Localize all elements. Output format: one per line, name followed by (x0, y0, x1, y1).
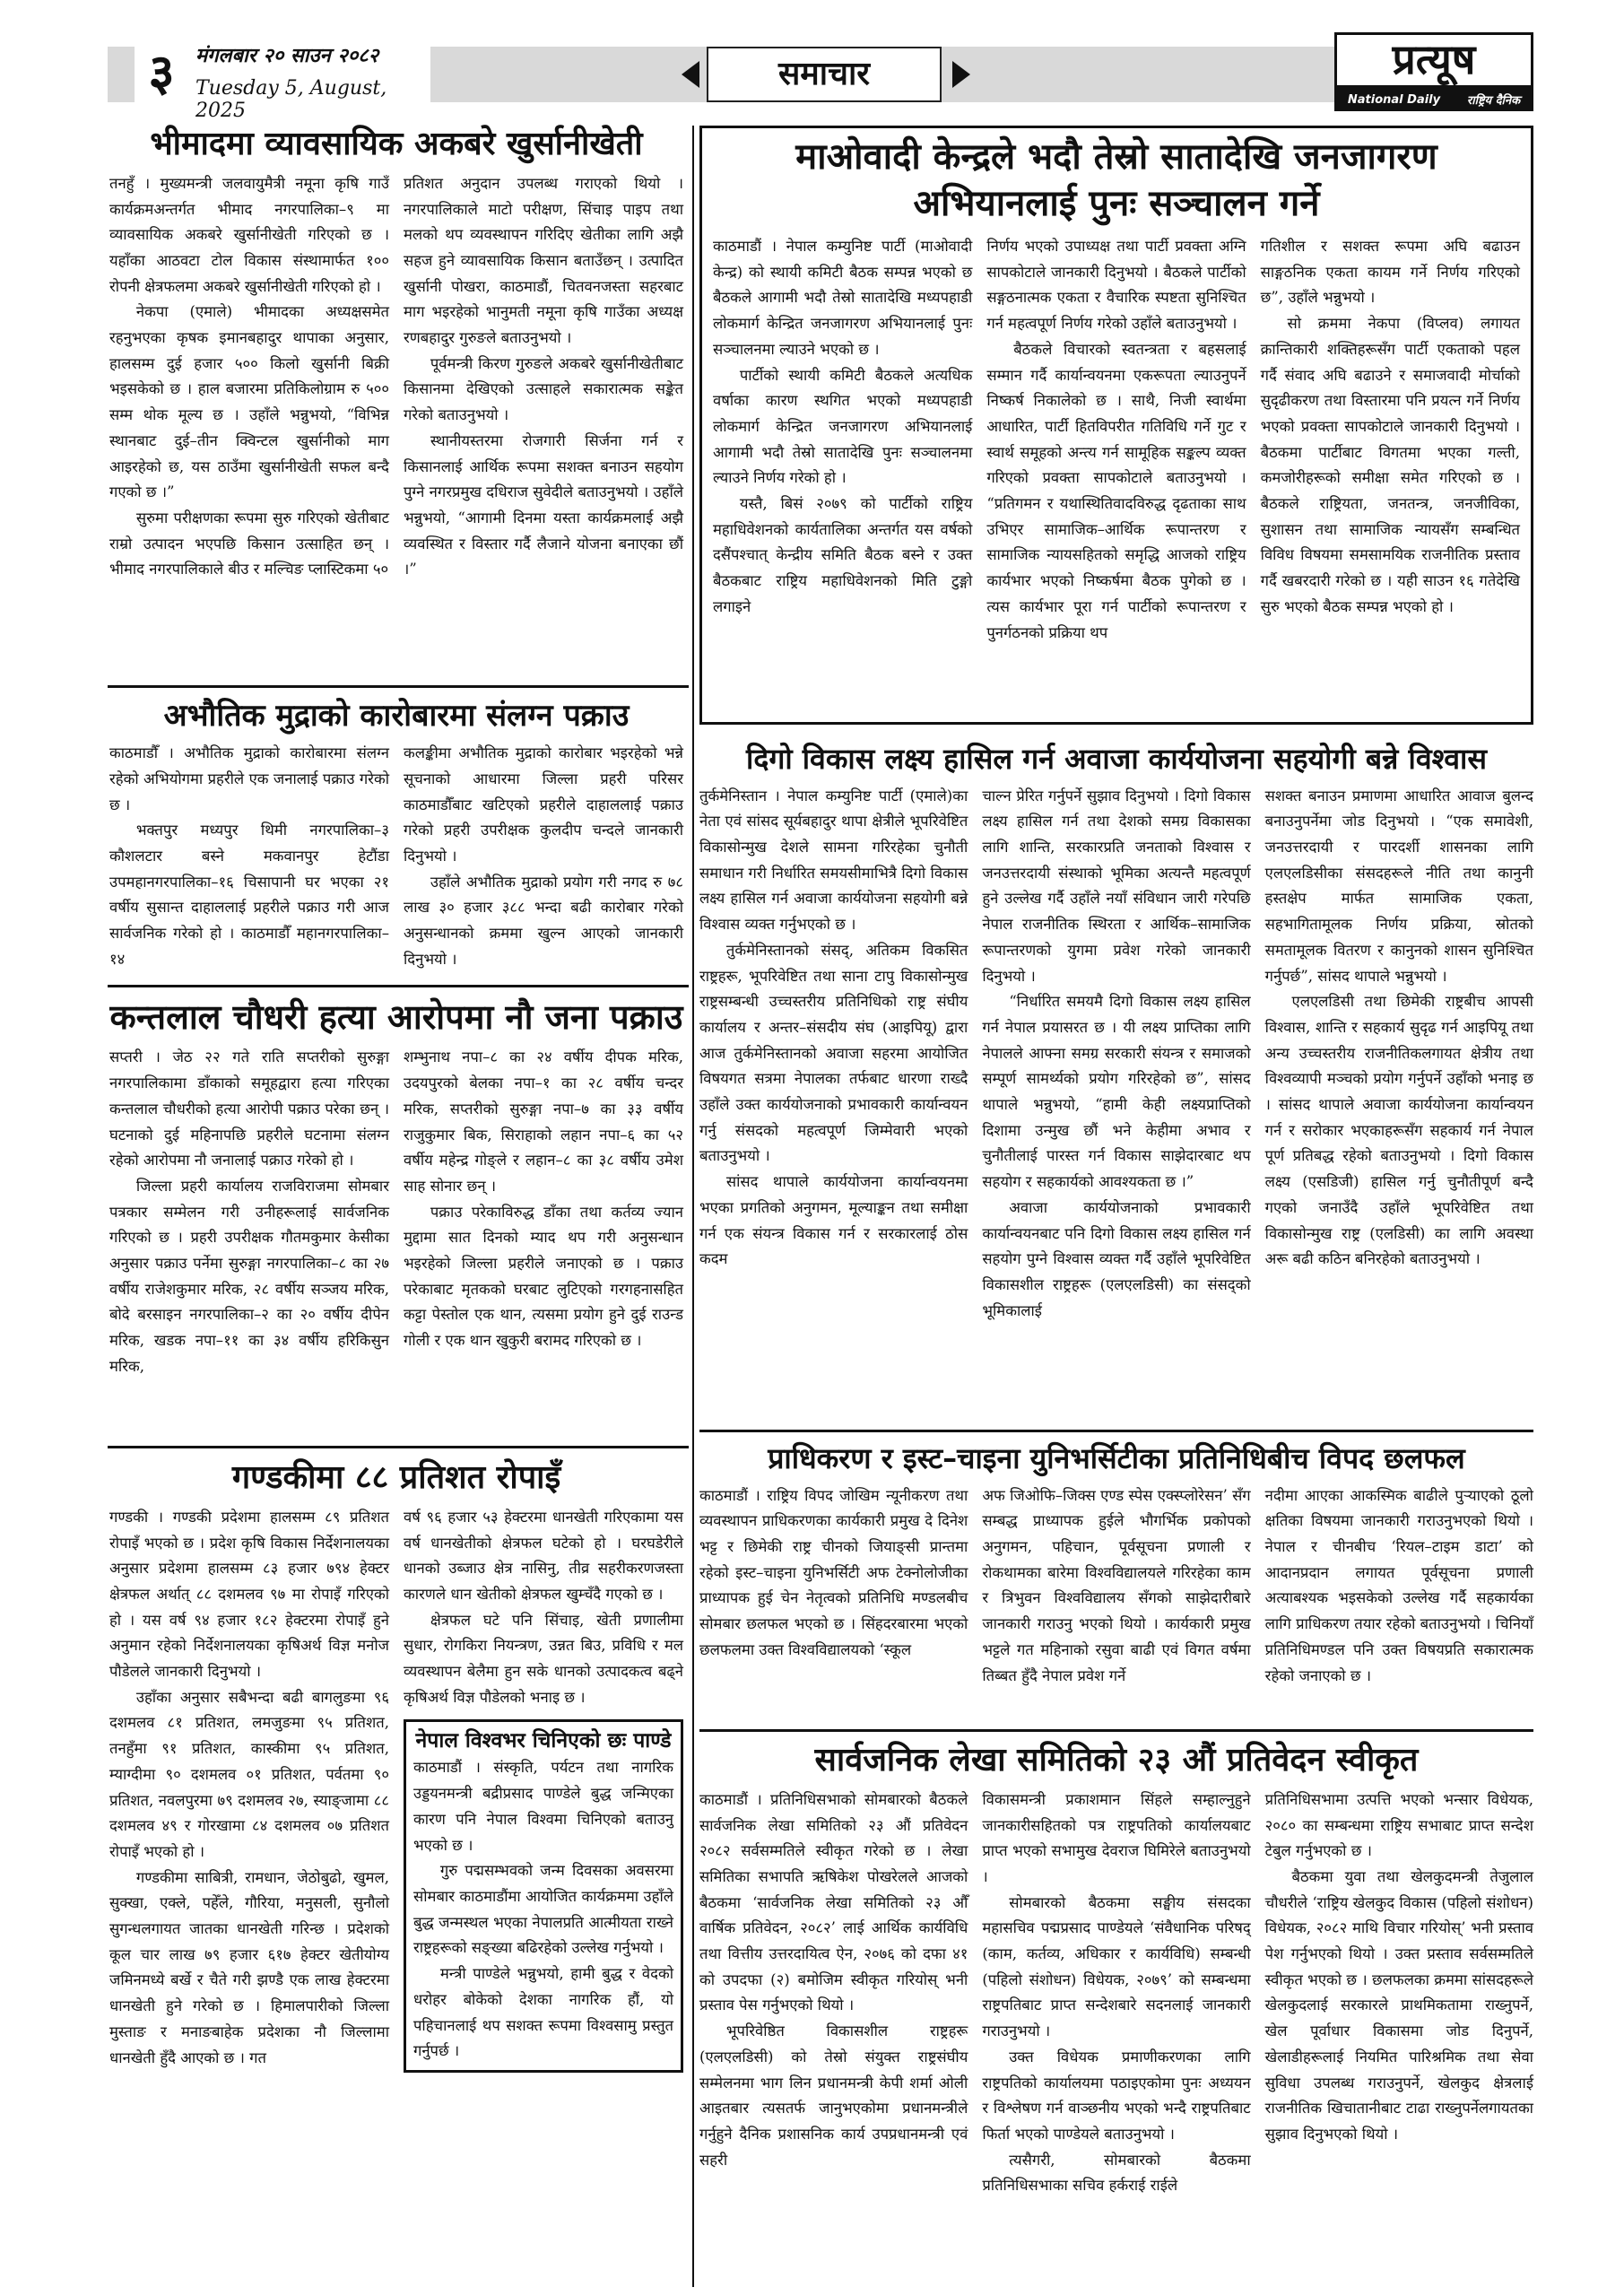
paragraph: क्षेत्रफल घटे पनि सिंचाइ, खेती प्रणालीमा सुधार, रोगकिरा नियन्त्रण, उन्नत बिउ, प्रविधि र मल व्यवस्थापन बेलैमा हुन सके धानको उत्पादकत्व बढ्ने कृषिअर्थ विज्ञ पौडेलको भनाइ छ । (404, 1611, 683, 1706)
paragraph: निर्णय भएको उपाध्यक्ष तथा पार्टी प्रवक्ता अग्नि सापकोटाले जानकारी दिनुभयो । बैठकले पार्टीको सङ्गठनात्मक एकता र वैचारिक स्पष्टता सुनिश्चित गर्न महत्वपूर्ण निर्णय गरेको उहाँले बताउनुभयो । (986, 238, 1246, 333)
article-gandaki (109, 1457, 683, 2073)
article-maoist (699, 126, 1533, 725)
article-body (699, 1483, 1533, 1690)
paragraph: काठमाडौँ । अभौतिक मुद्राको कारोबारमा संलग्न रहेको अभियोगमा प्रहरीले एक जनालाई पक्राउ गरेको छ । (109, 744, 389, 813)
page-header (108, 30, 1533, 122)
paragraph: मन्त्री पाण्डेले भन्नुभयो, हामी बुद्ध र वेदको धरोहर बोकेको देशका नागरिक हौं, यो पहिचानलाई थप सशक्त रूपमा विश्वसामु प्रस्तुत गर्नुपर्छ । (413, 1965, 673, 2060)
column-2 (404, 1505, 683, 2073)
page-number: ३ (135, 38, 188, 109)
column-2 (986, 234, 1246, 646)
masthead-sub-right: राष्ट्रिय दैनिक (1466, 94, 1521, 108)
article-pac (699, 1740, 1533, 2199)
paragraph: गण्डकी । गण्डकी प्रदेशमा हालसम्म ८९ प्रतिशत रोपाइँ भएको छ । प्रदेश कृषि विकास निर्देशनालयका अनुसार प्रदेशमा हालसम्म ८३ हजार ७९४ हेक्टर क्षेत्रफल अर्थात् ८८ दशमलव ९७ मा रोपाइँ गरिएको हो । यस वर्ष ९४ हजार १८२ हेक्टरमा रोपाइँ हुने अनुमान रहेको निर्देशनालयका कृषिअर्थ विज्ञ मनोज पौडेलले जानकारी दिनुभयो । (109, 1508, 389, 1681)
paragraph: पक्राउ परेकाविरुद्ध डाँका तथा कर्तव्य ज्यान मुद्दामा सात दिनको म्याद थप गरी अनुसन्धान भइरहेको जिल्ला प्रहरीले जनाएको छ । पक्राउ परेकाबाट मृतकको घरबाट लुटिएको गरगहनासहित कट्टा पेस्तोल एक थान, त्यसमा प्रयोग हुने दुई राउन्ड गोली र एक थान खुकुरी बरामद गरिएको छ । (404, 1203, 683, 1350)
article-pandey (404, 1719, 683, 2072)
masthead-sub-left: National Daily (1347, 92, 1441, 107)
column-3 (1265, 784, 1533, 1325)
column-1 (699, 1787, 968, 2199)
masthead-logo (1334, 32, 1533, 115)
divider (699, 1729, 1533, 1732)
paragraph: सो क्रममा नेकपा (विप्लव) लगायत क्रान्तिकारी शक्तिहरूसँग पार्टी एकताको पहल गर्दै संवाद अघि बढाउने र समाजवादी मोर्चाको सुदृढीकरण तथा विस्तारमा पनि प्रयत्न गर्ने निर्णय भएको प्रवक्ता सापकोटाले जानकारी दिनुभयो । बैठकमा पार्टीबाट विगतमा भएका गल्ती, कमजोरीहरूको समीक्षा समेत गरिएको छ । बैठकले राष्ट्रियता, जनतन्त्र, जनजीविका, सुशासन तथा सामाजिक न्यायसँग सम्बन्धित विविध विषयमा समसामयिक राजनीतिक प्रस्ताव गर्दै खबरदारी गरेको छ । यही साउन १६ गतेदेखि सुरु भएको बैठक सम्पन्न भएको हो । (1260, 315, 1520, 615)
headline-pandey: नेपाल विश्वभर चिनिएको छः पाण्डे (415, 1729, 672, 1753)
paragraph: गतिशील र सशक्त रूपमा अघि बढाउन साङ्गठनिक एकता कायम गर्ने निर्णय गरिएको छ”, उहाँले भन्नुभयो । (1260, 238, 1520, 307)
date-box (188, 36, 430, 122)
article-virtual-currency (109, 696, 683, 973)
paragraph: तनहुँ । मुख्यमन्त्री जलवायुमैत्री नमूना कृषि गाउँ कार्यक्रमअन्तर्गत भीमाद नगरपालिका–९ मा व्यावसायिक अकबरे खुर्सानीखेती गरिएको छ । यहाँका आठवटा टोल विकास संस्थामार्फत १०० रोपनी क्षेत्रफलमा अकबरे खुर्सानीखेती गरिएको हो । (109, 174, 389, 295)
pandey-body (413, 1755, 673, 2064)
masthead-title: प्रत्यूष (1334, 32, 1533, 88)
headline-maoist: माओवादी केन्द्रले भदौ तेस्रो सातादेखि जनजागरण अभियानलाई पुनः सञ्चालन गर्ने (795, 136, 1437, 224)
column-1 (109, 171, 389, 583)
divider (108, 985, 689, 987)
paragraph: काठमाडौं । संस्कृति, पर्यटन तथा नागरिक उड्डयनमन्त्री बद्रीप्रसाद पाण्डेले बुद्ध जन्मिएका कारण पनि नेपाल विश्वमा चिनिएको बताउनु भएको छ । (413, 1759, 673, 1854)
paragraph: उक्त विधेयक प्रमाणीकरणका लागि राष्ट्रपतिको कार्यालयमा पठाइएकोमा पुनः अध्ययन र विश्लेषण गर्न वाञ्छनीय भएको भन्दै राष्ट्रपतिबाट फिर्ता भएको पाण्डेयले बताउनुभयो । (982, 2048, 1251, 2143)
article-body (109, 1505, 683, 2073)
article-chili (109, 124, 683, 583)
paragraph: “निर्धारित समयमै दिगो विकास लक्ष्य हासिल गर्न नेपाल प्रयासरत छ । यी लक्ष्य प्राप्तिका लागि नेपालले आफ्ना समग्र सरकारी संयन्त्र र समाजको सम्पूर्ण सामर्थ्यको प्रयोग गरिरहेको छ”, सांसद थापाले भन्नुभयो, “हामी केही लक्ष्यप्राप्तिको दिशामा उन्मुख छौं भने केहीमा अभाव र चुनौतीलाई पारस्त गर्न विकास साझेदारबाट थप सहयोग र सहकार्यको आवश्यकता छ ।” (982, 993, 1251, 1191)
article-kantalal (109, 996, 683, 1380)
column-2 (404, 1045, 683, 1379)
paragraph: नदीमा आएका आकस्मिक बाढीले पुर्‍याएको ठूलो क्षतिका विषयमा जानकारी गराउनुभएको थियो । नेपाल र चीनबीच ‘रियल–टाइम डाटा’ को आदानप्रदान लगायत पूर्वसूचना प्रणाली अत्याबश्यक भइसकेको उल्लेख गर्दै सहकार्यका लागि प्राधिकरण तयार रहेको बताउनुभयो । चिनियाँ प्रतिनिधिमण्डल पनि उक्त विषयप्रति सकारात्मक रहेको जनाएको छ । (1264, 1486, 1533, 1684)
paragraph: कलङ्कीमा अभौतिक मुद्राको कारोबार भइरहेको भन्ने सूचनाको आधारमा जिल्ला प्रहरी परिसर काठमाडौँबाट खटिएको प्रहरीले दाहाललाई पक्राउ गरेको प्रहरी उपरीक्षक कुलदीप चन्दले जानकारी दिनुभयो । (404, 744, 683, 865)
paragraph: बैठकले विचारको स्वतन्त्रता र बहसलाई सम्मान गर्दै कार्यान्वयनमा एकरूपता ल्याउनुपर्ने निष्कर्ष निकालेको छ । साथै, निजी स्वार्थमा आधारित, पार्टी हितविपरीत गतिविधि गर्ने गुट र स्वार्थ समूहको अन्त्य गर्न सामूहिक सङ्कल्प व्यक्त गरिएको प्रवक्ता सापकोटाले बताउनुभयो । “प्रतिगमन र यथास्थितिवादविरुद्ध दृढताका साथ उभिएर सामाजिक–आर्थिक रूपान्तरण र सामाजिक न्यायसहितको समृद्धि आजको राष्ट्रिय कार्यभार भएको निष्कर्षमा बैठक पुगेको छ । त्यस कार्यभार पूरा गर्न पार्टीको रूपान्तरण र पुनर्गठनको प्रक्रिया थप (986, 340, 1246, 641)
column-2 (982, 1787, 1250, 2199)
article-body (699, 784, 1533, 1325)
paragraph: जिल्ला प्रहरी कार्यालय राजविराजमा सोमबार पत्रकार सम्मेलन गरी उनीहरूलाई सार्वजनिक गरिएको छ । प्रहरी उपरीक्षक गौतमकुमार केसीका अनुसार पक्राउ पर्नेमा सुरुङ्गा नगरपालिका–८ का २७ वर्षीय राजेशकुमार मरिक, २८ वर्षीय सञ्जय मरिक, बोदे बरसाइन नगरपालिका–२ का २० वर्षीय दीपेन मरिक, खडक नपा–११ का ३४ वर्षीय हरिकिसुन मरिक, (109, 1177, 389, 1375)
article-disaster (699, 1440, 1533, 1689)
article-body (109, 171, 683, 583)
column-3 (1261, 234, 1520, 646)
paragraph: वर्ष ९६ हजार ५३ हेक्टरमा धानखेती गरिएकामा यस वर्ष धानखेतीको क्षेत्रफल घटेको हो । घरघडेरीले धानको उब्जाउ क्षेत्र नासिनु, तीव्र सहरीकरणजस्ता कारणले धान खेतीको क्षेत्रफल खुम्चँदै गएको छ । (404, 1508, 683, 1603)
paragraph: गुरु पद्मसम्भवको जन्म दिवसका अवसरमा सोमबार काठमाडौंमा आयोजित कार्यक्रममा उहाँले बुद्ध जन्मस्थल भएका नेपालप्रति आत्मीयता राख्ने राष्ट्रहरूको सङ्ख्या बढिरहेको उल्लेख गर्नुभयो । (413, 1862, 673, 1957)
paragraph: तुर्कमेनिस्तान । नेपाल कम्युनिष्ट पार्टी (एमाले)का नेता एवं सांसद सूर्यबहादुर थापा क्षेत्रीले भूपरिवेष्टित विकासोन्मुख देशले सामना गरिरहेका चुनौती समाधान गरी निर्धारित समयसीमाभित्रै दिगो विकास लक्ष्य हासिल गर्न अवाजा कार्ययोजना सहयोगी बन्ने विश्वास व्यक्त गर्नुभएको छ । (699, 787, 968, 934)
paragraph: सशक्त बनाउन प्रमाणमा आधारित आवाज बुलन्द बनाउनुपर्नेमा जोड दिनुभयो । “एक समावेशी, जनउत्तरदायी र पारदर्शी शासनका लागि एलएलडिसीका संसदहरूले नीति तथा कानुनी हस्तक्षेप मार्फत सामाजिक एकता, सहभागितामूलक निर्णय प्रक्रिया, स्रोतको समतामूलक वितरण र कानुनको शासन सुनिश्चित गर्नुपर्छ”, सांसद थापाले भन्नुभयो । (1264, 787, 1533, 985)
headline-virtual-currency: अभौतिक मुद्राको कारोबारमा संलग्न पक्राउ (163, 698, 630, 734)
headline-sdg: दिगो विकास लक्ष्य हासिल गर्न अवाजा कार्ययोजना सहयोगी बन्ने विश्वास (746, 742, 1487, 776)
paragraph: उहाँले अभौतिक मुद्राको प्रयोग गरी नगद रु ७८ लाख ३० हजार ३८८ भन्दा बढी कारोबार गरेको अनुसन्धानको क्रममा खुल्न आएको जानकारी दिनुभयो । (404, 873, 683, 968)
paragraph: विकासमन्त्री प्रकाशमान सिंहले सम्हाल्नुहुने जानकारीसहितको पत्र राष्ट्रपतिको कार्यालयबाट प्राप्त भएको सभामुख देवराज घिमिरेले बताउनुभयो । (982, 1790, 1251, 1885)
paragraph: चाल्न प्रेरित गर्नुपर्ने सुझाव दिनुभयो । दिगो विकास लक्ष्य हासिल गर्न तथा देशको समग्र विकासका लागि शान्ति, सरकारप्रति जनताको विश्वास र जनउत्तरदायी संस्थाको भूमिका अत्यन्तै महत्वपूर्ण हुने उल्लेख गर्दै उहाँले नयाँ संविधान जारी गरेपछि नेपाल राजनीतिक स्थिरता र आर्थिक–सामाजिक रूपान्तरणको युगमा प्रवेश गरेको जानकारी दिनुभयो । (982, 787, 1251, 985)
paragraph: नेकपा (एमाले) भीमादका अध्यक्षसमेत रहनुभएका कृषक इमानबहादुर थापाका अनुसार, हालसम्म दुई हजार ५०० किलो खुर्सानी बिक्री भइसकेको छ । हाल बजारमा प्रतिकिलोग्राम रु ५०० सम्म थोक मूल्य छ । उहाँले भन्नुभयो, “विभिन्न स्थानबाट दुई–तीन क्विन्टल खुर्सानीको माग आइरहेको छ, यस ठाउँमा खुर्सानीखेती सफल बन्दै गएको छ ।” (109, 303, 389, 501)
paragraph: तुर्कमेनिस्तानको संसद्, अतिकम विकसित राष्ट्रहरू, भूपरिवेष्टित तथा साना टापु विकासोन्मुख राष्ट्रसम्बन्धी उच्चस्तरीय प्रतिनिधिको राष्ट्र संघीय कार्यालय र अन्तर–संसदीय संघ (आइपियू) द्वारा आज तुर्कमेनिस्तानको अवाजा सहरमा आयोजित विषयगत सत्रमा नेपालका तर्फबाट धारणा राख्दै उहाँले उक्त कार्ययोजनाको प्रभावकारी कार्यान्वयन गर्नु संसदको महत्वपूर्ण जिम्मेवारी भएको बताउनुभयो । (699, 941, 968, 1165)
article-body (713, 234, 1520, 646)
paragraph: यस्तै, बिसं २०७९ को पार्टीको राष्ट्रिय महाधिवेशनको कार्यतालिका अन्तर्गत यस वर्षको दसैंपश्चात् केन्द्रीय समिति बैठक बस्ने र उक्त बैठकबाट राष्ट्रिय महाधिवेशनको मिति टुङ्गो लगाइने (713, 495, 973, 615)
paragraph: प्रतिशत अनुदान उपलब्ध गराएको थियो । नगरपालिकाले माटो परीक्षण, सिंचाइ पाइप तथा मलको थप व्यवस्थापन गरिदिए खेतीका लागि अझै सहज हुने व्यावसायिक किसान बताउँछन् । उत्पादित खुर्सानी पोखरा, काठमाडौं, चितवनजस्ता सहरबाट माग भइरहेको भानुमती नमूना कृषि गाउँका अध्यक्ष रणबहादुर गुरुङले बताउनुभयो । (404, 174, 683, 347)
paragraph: शम्भुनाथ नपा–८ का २४ वर्षीय दीपक मरिक, उदयपुरको बेलका नपा–१ का २८ वर्षीय चन्दर मरिक, सप्तरीको सुरुङ्गा नपा–७ का ३३ वर्षीय राजुकुमार बिक, सिराहाको लहान नपा–६ का ५२ वर्षीय महेन्द्र गोङ्ले र लहान–८ का ३८ वर्षीय उमेश साह सोनार छन् । (404, 1048, 683, 1195)
paragraph: अफ जिओफि–जिक्स एण्ड स्पेस एक्स्प्लोरेसन’ सँग सम्बद्ध प्राध्यापक हुईले भौगर्भिक प्रकोपको अनुगमन, पहिचान, पूर्वसूचना प्रणाली र रोकथामका बारेमा विश्वविद्यालयले गरिरहेका काम र त्रिभुवन विश्वविद्यालय सँगको साझेदारीबारे जानकारी गराउनु भएको थियो । कार्यकारी प्रमुख भट्टले गत महिनाको रसुवा बाढी एवं विगत वर्षमा तिब्बत हुँदै नेपाल प्रवेश गर्ने (982, 1486, 1251, 1684)
article-body (109, 741, 683, 972)
date-nepali: मंगलबार २० साउन २०८२ (195, 44, 379, 67)
masthead-subtitle (1334, 88, 1533, 111)
column-1 (699, 1483, 968, 1690)
divider (108, 1446, 689, 1448)
section-label (707, 47, 942, 102)
paragraph: भक्तपुर मध्यपुर थिमी नगरपालिका–३ कौशलटार बस्ने मकवानपुर हेटौंडा उपमहानगरपालिका–१६ चिसापानी घर भएका २१ वर्षीय सुसान्त दाहाललाई प्रहरीले पक्राउ गरी आज सार्वजनिक गरेको हो । काठमाडौँ महानगरपालिका–१४ (109, 822, 389, 968)
article-body (109, 1045, 683, 1379)
column-2 (982, 1483, 1250, 1690)
section-title: समाचार (777, 56, 871, 92)
paragraph: सप्तरी । जेठ २२ गते राति सप्तरीको सुरुङ्गा नगरपालिकामा डाँकाको समूहद्वारा हत्या गरिएका कन्तलाल चौधरीको हत्या आरोपी पक्राउ परेका छन् । घटनाको दुई महिनापछि प्रहरीले घटनामा संलग्न रहेको आरोपमा नौ जनालाई पक्राउ गरेको हो । (109, 1048, 389, 1170)
paragraph: उहाँका अनुसार सबैभन्दा बढी बागलुङमा ९६ दशमलव ८१ प्रतिशत, लमजुङमा ९५ प्रतिशत, तनहुँमा ९१ प्रतिशत, कास्कीमा ९५ प्रतिशत, म्याग्दीमा ९० दशमलव ०१ प्रतिशत, पर्वतमा ९० प्रतिशत, नवलपुरमा ७९ दशमलव २७, स्याङ्जामा ८८ दशमलव ४९ र गोरखामा ८४ दशमलव ०७ प्रतिशत रोपाइँ भएको हो । (109, 1688, 389, 1860)
paragraph: काठमाडौं । प्रतिनिधिसभाको सोमबारको बैठकले सार्वजनिक लेखा समितिको २३ औं प्रतिवेदन २०८२ सर्वसम्मतिले स्वीकृत गरेको छ । लेखा समितिका सभापति ऋषिकेश पोखरेलले आजको बैठकमा ‘सार्वजनिक लेखा समितिको २३ औँ वार्षिक प्रतिवेदन, २०८२’ लाई आर्थिक कार्यविधि तथा वित्तीय उत्तरदायित्व ऐन, २०७६ को दफा ४१ को उपदफा (२) बमोजिम स्वीकृत गरियोस् भनी प्रस्ताव पेस गर्नुभएको थियो । (699, 1790, 968, 2014)
paragraph: पूर्वमन्त्री किरण गुरुङले अकबरे खुर्सानीखेतीबाट किसानमा देखिएको उत्साहले सकारात्मक सङ्केत गरेको बताउनुभयो । (404, 354, 683, 424)
headline-pac: सार्वजनिक लेखा समितिको २३ औं प्रतिवेदन स्वीकृत (814, 1742, 1419, 1779)
column-1 (699, 784, 968, 1325)
column-3 (1265, 1483, 1533, 1690)
column-1 (109, 1045, 389, 1379)
paragraph: बैठकमा युवा तथा खेलकुदमन्त्री तेजुलाल चौधरीले ‘राष्ट्रिय खेलकुद विकास (पहिलो संशोधन) विधेयक, २०८२ माथि विचार गरियोस्’ भनी प्रस्ताव पेश गर्नुभएको थियो । उक्त प्रस्ताव सर्वसम्मतिले स्वीकृत भएको छ । छलफलका क्रममा सांसदहरूले खेलकुदलाई सरकारले प्राथमिकतामा राख्नुपर्ने, खेल पूर्वाधार विकासमा जोड दिनुपर्ने, खेलाडीहरूलाई नियमित पारिश्रमिक तथा सेवा सुविधा उपलब्ध गराउनुपर्ने, खेलकुद क्षेत्रलाई राजनीतिक खिचातानीबाट टाढा राख्नुपर्नेलगायतका सुझाव दिनुभएको थियो । (1264, 1867, 1533, 2143)
column-3 (1265, 1787, 1533, 2199)
paragraph: पार्टीको स्थायी कमिटी बैठकले अत्यधिक वर्षाका कारण स्थगित भएको मध्यपहाडी लोकमार्ग केन्द्रित जनजागरण अभियानलाई आगामी भदौ तेस्रो सातादेखि पुनः सञ्चालनमा ल्याउने निर्णय गरेको हो । (713, 366, 973, 487)
column-2 (982, 784, 1250, 1325)
date-english: Tuesday 5, August, 2025 (195, 77, 387, 122)
arrow-left-icon (682, 61, 699, 88)
headline-kantalal: कन्तलाल चौधरी हत्या आरोपमा नौ जना पक्राउ (109, 997, 683, 1037)
paragraph: सोमबारको बैठकमा सङ्घीय संसदका महासचिव पद्मप्रसाद पाण्डेयले ‘संवैधानिक परिषद् (काम, कर्तव्य, अधिकार र कार्यविधि) सम्बन्धी (पहिलो संशोधन) विधेयक, २०७९’ को सम्बन्धमा राष्ट्रपतिबाट प्राप्त सन्देशबारे सदनलाई जानकारी गराउनुभयो । (982, 1893, 1251, 2040)
paragraph: त्यसैगरी, सोमबारको बैठकमा प्रतिनिधिसभाका सचिव हर्कराई राईले (982, 2151, 1251, 2195)
headline-chili: भीमादमा व्यावसायिक अकबरे खुर्सानीखेती (150, 126, 643, 162)
arrow-right-icon (952, 61, 970, 88)
paragraph: प्रतिनिधिसभामा उत्पत्ति भएको भन्सार विधेयक, २०८० का सम्बन्धमा राष्ट्रिय सभाबाट प्राप्त सन्देश टेबुल गर्नुभएको छ । (1264, 1790, 1533, 1860)
paragraph: गण्डकीमा साबित्री, रामधान, जेठोबुढो, खुमल, सुक्खा, एक्ले, पहेँले, गौरिया, मनुसली, सुनौलो सुगन्धलगायत जातका धानखेती गरिन्छ । प्रदेशको कूल चार लाख ७९ हजार ६१७ हेक्टर खेतीयोग्य जमिनमध्ये बर्खे र चैते गरी झण्डै एक लाख हेक्टरमा धानखेती हुने गरेको छ । हिमालपारीको जिल्ला मुस्ताङ र मनाङबाहेक प्रदेशका नौ जिल्लामा धानखेती हुँदै आएको छ । गत (109, 1868, 389, 2066)
paragraph: काठमाडौं । नेपाल कम्युनिष्ट पार्टी (माओवादी केन्द्र) को स्थायी कमिटी बैठक सम्पन्न भएको छ बैठकले आगामी भदौ तेस्रो सातादेखि मध्यपहाडी लोकमार्ग केन्द्रित जनजागरण अभियानलाई पुनः सञ्चालनमा ल्याउने भएको छ । (713, 238, 973, 358)
paragraph: सांसद थापाले कार्ययोजना कार्यान्वयनमा भएका प्रगतिको अनुगमन, मूल्याङ्कन तथा समीक्षा गर्न एक संयन्त्र विकास गर्न र सरकारलाई ठोस कदम (699, 1173, 968, 1268)
column-1 (713, 234, 972, 646)
column-2 (404, 171, 683, 583)
column-divider (692, 126, 694, 2287)
paragraph: एलएलडिसी तथा छिमेकी राष्ट्रबीच आपसी विश्वास, शान्ति र सहकार्य सुदृढ गर्न आइपियू तथा अन्य उच्चस्तरीय राजनीतिकलगायत क्षेत्रीय तथा विश्वव्यापी मञ्चको प्रयोग गर्नुपर्ने उहाँको भनाइ छ । सांसद थापाले अवाजा कार्ययोजना कार्यान्वयन गर्न र सरोकार भएकाहरूसँग सहकार्य गर्न नेपाल पूर्ण प्रतिबद्ध रहेको बताउनुभयो । दिगो विकास लक्ष्य (एसडिजी) हासिल गर्नु चुनौतीपूर्ण बन्दै गएको जनाउँदै उहाँले भूपरिवेष्टित तथा विकासोन्मुख राष्ट्र (एलडिसी) का लागि अवस्था अरू बढी कठिन बनिरहेको बताउनुभयो । (1264, 993, 1533, 1268)
article-sdg (699, 741, 1533, 1324)
column-1 (109, 741, 389, 972)
paragraph: अवाजा कार्ययोजनाको प्रभावकारी कार्यान्वयनबाट पनि दिगो विकास लक्ष्य हासिल गर्न सहयोग पुग्ने विश्वास व्यक्त गर्दै उहाँले भूपरिवेष्टित विकासशील राष्ट्रहरू (एलएलडिसी) का संसद्को भूमिकालाई (982, 1198, 1251, 1319)
paragraph: भूपरिवेष्ठित विकासशील राष्ट्रहरू (एलएलडिसी) को तेस्रो संयुक्त राष्ट्रसंघीय सम्मेलनमा भाग लिन प्रधानमन्त्री केपी शर्मा ओली आइतबार त्यसतर्फ जानुभएकोमा प्रधानमन्त्रीले गर्नुहुने दैनिक प्रशासनिक कार्य उपप्रधानमन्त्री एवं सहरी (699, 2022, 968, 2169)
paragraph: सुरुमा परीक्षणका रूपमा सुरु गरिएको खेतीबाट राम्रो उत्पादन भएपछि किसान उत्साहित छन् । भीमाद नगरपालिकाले बीउ र मल्चिङ प्लास्टिकमा ५० (109, 509, 389, 578)
column-2 (404, 741, 683, 972)
paragraph: स्थानीयस्तरमा रोजगारी सिर्जना गर्न र किसानलाई आर्थिक रूपमा सशक्त बनाउन सहयोग पुग्ने नगरप्रमुख दधिराज सुवेदीले बताउनुभयो । उहाँले भन्नुभयो, “आगामी दिनमा यस्ता कार्यक्रमलाई अझै व्यवस्थित र विस्तार गर्दै लैजाने योजना बनाएका छौं ।” (404, 431, 683, 578)
article-body (699, 1787, 1533, 2199)
paragraph: काठमाडौं । राष्ट्रिय विपद जोखिम न्यूनीकरण तथा व्यवस्थापन प्राधिकरणका कार्यकारी प्रमुख दे दिनेश भट्ट र छिमेकी राष्ट्र चीनको जियाङ्सी प्रान्तमा रहेको इस्ट–चाइना युनिभर्सिटी अफ टेक्नोलोजीका प्राध्यापक हुई चेन नेतृत्वको प्रतिनिधि मण्डलबीच सोमबार छलफल भएको छ । सिंहदरबारमा भएको छलफलमा उक्त विश्वविद्यालयको ‘स्कूल (699, 1486, 968, 1658)
headline-gandaki: गण्डकीमा ८८ प्रतिशत रोपाइँ (231, 1459, 561, 1496)
column-1 (109, 1505, 389, 2073)
divider (108, 685, 689, 688)
headline-disaster: प्राधिकरण र इस्ट–चाइना युनिभर्सिटीका प्रतिनिधिबीच विपद छलफल (768, 1441, 1465, 1475)
divider (699, 1430, 1533, 1432)
